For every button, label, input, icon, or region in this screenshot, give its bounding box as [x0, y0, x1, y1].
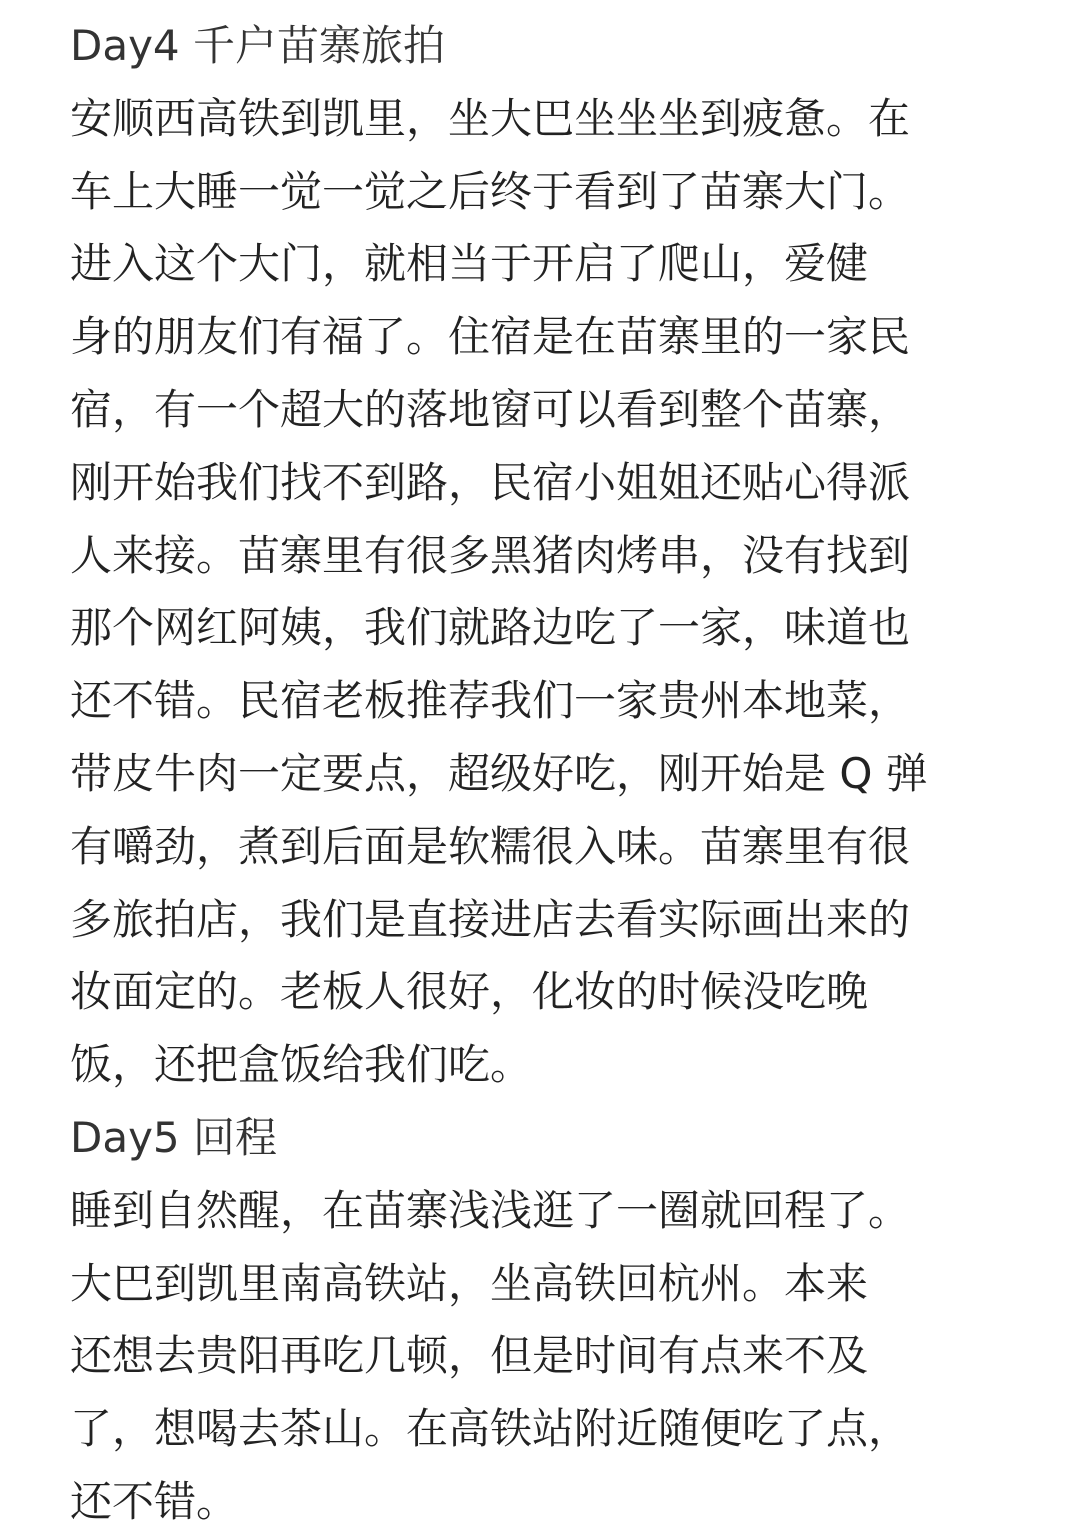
- text-line: 宿，有一个超大的落地窗可以看到整个苗寨，: [70, 384, 911, 434]
- text-line: 了，想喝去茶山。在高铁站附近随便吃了点，: [70, 1404, 911, 1454]
- text-line: 车上大睡一觉一觉之后终于看到了苗寨大门。: [70, 166, 911, 216]
- text-line: 睡到自然醒，在苗寨浅浅逛了一圈就回程了。: [70, 1185, 911, 1235]
- day5-heading: Day5 回程: [70, 1112, 278, 1162]
- article-body: [70, 10, 1020, 1539]
- text-line: 多旅拍店，我们是直接进店去看实际画出来的: [70, 894, 911, 944]
- text-line: 人来接。苗寨里有很多黑猪肉烤串，没有找到: [70, 530, 911, 580]
- text-line: 还想去贵阳再吃几顿，但是时间有点来不及: [70, 1331, 869, 1381]
- text-line: 还不错。: [70, 1476, 239, 1526]
- text-line: 刚开始我们找不到路，民宿小姐姐还贴心得派: [70, 457, 911, 507]
- text-line: 还不错。民宿老板推荐我们一家贵州本地菜，: [70, 676, 911, 726]
- text-line: 进入这个大门，就相当于开启了爬山，爱健: [70, 239, 869, 289]
- text-line: 身的朋友们有福了。住宿是在苗寨里的一家民: [70, 312, 911, 362]
- text-line: 饭，还把盒饭给我们吃。: [70, 1040, 533, 1090]
- text-line: 大巴到凯里南高铁站，坐高铁回杭州。本来: [70, 1258, 869, 1308]
- text-line: 有嚼劲，煮到后面是软糯很入味。苗寨里有很: [70, 821, 911, 871]
- text-line: 带皮牛肉一定要点，超级好吃，刚开始是 Q 弹: [70, 748, 928, 798]
- text-line: 那个网红阿姨，我们就路边吃了一家，味道也: [70, 603, 911, 653]
- text-line: 妆面定的。老板人很好，化妆的时候没吃晚: [70, 967, 869, 1017]
- text-line: 安顺西高铁到凯里，坐大巴坐坐坐到疲惫。在: [70, 93, 911, 143]
- day4-heading: Day4 千户苗寨旅拍: [70, 21, 446, 70]
